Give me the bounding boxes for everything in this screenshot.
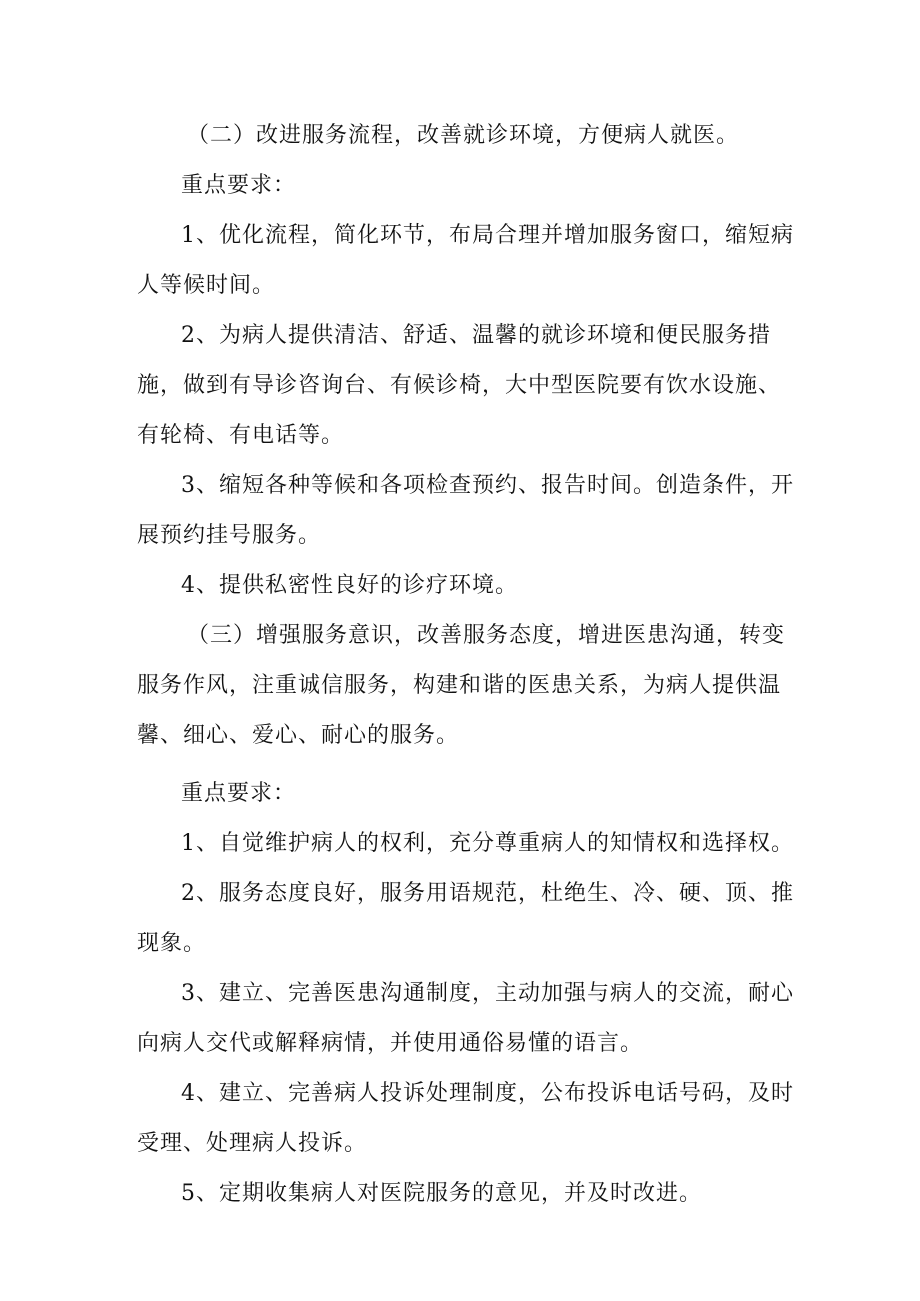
- requirement-item: 1、自觉维护病人的权利，充分尊重病人的知情权和选择权。: [181, 831, 794, 856]
- requirement-item: 1、优化流程，简化环节，布局合理并增加服务窗口，缩短病人等候时间。: [137, 223, 794, 298]
- section-heading-2: （二）改进服务流程，改善就诊环境，方便病人就医。: [187, 123, 740, 148]
- requirement-item: 2、服务态度良好，服务用语规范，杜绝生、冷、硬、顶、推现象。: [137, 881, 794, 956]
- requirement-item: 2、为病人提供清洁、舒适、温馨的就诊环境和便民服务措施，做到有导诊咨询台、有候诊椅，大中型医院要有饮水设施、有轮椅、有电话等。: [137, 323, 782, 448]
- key-requirements-label: 重点要求：: [181, 781, 297, 806]
- requirement-item: 3、缩短各种等候和各项检查预约、报告时间。创造条件，开展预约挂号服务。: [137, 473, 794, 548]
- section-heading-3: （三）增强服务意识，改善服务态度，增进医患沟通，转变服务作风，注重诚信服务，构建和谐的医患关系，为病人提供温馨、细心、爱心、耐心的服务。: [137, 623, 786, 748]
- requirement-item: 4、建立、完善病人投诉处理制度，公布投诉电话号码，及时受理、处理病人投诉。: [137, 1081, 794, 1156]
- requirement-item: 3、建立、完善医患沟通制度，主动加强与病人的交流，耐心向病人交代或解释病情，并使用通俗易懂的语言。: [137, 981, 794, 1056]
- key-requirements-label: 重点要求：: [181, 173, 297, 198]
- requirement-item: 5、定期收集病人对医院服务的意见，并及时改进。: [181, 1181, 702, 1206]
- document-body: [137, 111, 801, 1219]
- requirement-item: 4、提供私密性良好的诊疗环境。: [181, 573, 518, 598]
